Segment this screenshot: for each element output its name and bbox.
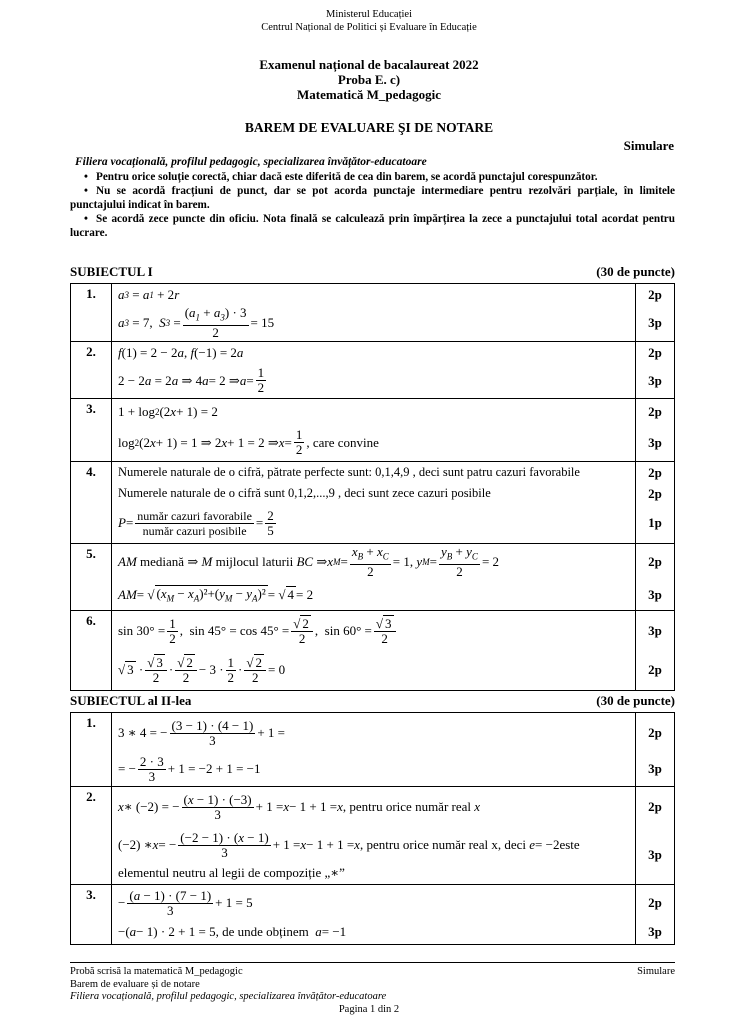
exam-title: Examenul național de bacalaureat 2022 <box>259 57 479 72</box>
points-value: 2p <box>648 662 662 677</box>
points-value: 3p <box>648 761 662 776</box>
points-value: 3p <box>648 924 662 939</box>
item2-text2: , pentru orice număr real x, deci <box>359 837 526 852</box>
item-number: 2. <box>71 787 112 885</box>
filiera-text: Filiera vocațională, profilul pedagogic, specializarea învățător-educatoare <box>75 156 427 168</box>
table-row: 5. AM mediană ⇒ M mijlocul laturii BC ⇒ x M = $\frac{x_B + x_C}{2}$ = 1, y M = $\frac{y_B + y_C}{2}$ = 2 AM = √ $(x_M - x_A)^2+(y_M - y_A)^2$ = √ 4 = 2 2p 3p <box>71 544 675 611</box>
subject1-points: (30 de puncte) <box>596 264 675 279</box>
item2-text3: este <box>559 837 580 852</box>
fraction-top: număr cazuri favorabile <box>137 508 252 523</box>
proba-title: Proba E. c) <box>337 72 401 87</box>
table-row: 6. sin 30° = $\frac{1}{2}$ , sin 45° = cos 45° = $\frac{√ 2}{2}$ , sin 60° = $\frac{√ 3}{2}$ √ 3 · √ 3 2 · √ 2 2 − 3 · 1 2 · $\frac{√ 2}{2}$ = 0 3p 2p <box>71 611 675 691</box>
item5-text2: mijlocul laturii <box>215 554 294 569</box>
subject-title: Matematică M_pedagogic <box>296 87 442 102</box>
table-row: 2. f (1) = 2 − 2 a , f (−1) = 2 a 2 − 2 a = 2 a ⇒ 4 a = 2 ⇒ a = $\frac{1}{2}$ 2p 3p <box>71 342 675 399</box>
points-value: 2p <box>648 799 662 814</box>
footer-simulare: Simulare <box>637 966 675 977</box>
item4-text1: Numerele naturale de o cifră, pătrate perfecte sunt: 0,1,4,9 , deci sunt patru cazuri favorabile <box>118 465 580 479</box>
points-value: 2p <box>648 404 662 419</box>
ministry-name: Ministerul Educației <box>325 9 413 20</box>
footer-divider <box>70 962 675 963</box>
subject1-header <box>70 264 675 280</box>
points-value: 1p <box>648 515 662 530</box>
item3-text1: , de unde obținem <box>215 924 309 939</box>
footer-barem: Barem de evaluare și de notare <box>70 978 200 990</box>
barem-title: BAREM DE EVALUARE ŞI DE NOTARE <box>244 120 494 135</box>
points-value: 3p <box>648 372 662 388</box>
rule-item: • Nu se acordă fracțiuni de punct, dar se pot acorda punctaje intermediare pentru rezolvări parțiale, în limitele punctajului indicat în barem. <box>70 184 675 212</box>
points-value: 3p <box>648 315 662 330</box>
item2-text1: , pentru orice număr real <box>342 799 472 814</box>
fraction-bottom: număr cazuri posibile <box>142 523 247 538</box>
points-value: 2p <box>648 287 662 302</box>
subject2-table <box>70 712 675 945</box>
points-value: 3p <box>648 586 662 602</box>
points-value: 3p <box>648 434 662 450</box>
item-number: 3. <box>71 885 112 945</box>
points-value: 2p <box>648 485 662 501</box>
subject2-points: (30 de puncte) <box>596 693 675 708</box>
table-row: 2. x ∗ (−2) = − $\frac{(x - 1) \cdot (-3)}{3}$ + 1 = x − 1 + 1 = x , pentru orice număr real x (−2) ∗ x = − $\frac{(-2 - 1) \cdot (x - 1)}{3}$ + 1 = x − 1 + 1 = x , pentru orice număr real x, deci e = −2 este elementul neutru al legii de compoziție „∗” 2p 3p <box>71 787 675 885</box>
subject1-table <box>70 283 675 691</box>
center-name: Centrul Național de Politici și Evaluare în Educație <box>261 22 477 33</box>
points-value: 2p <box>648 725 662 740</box>
points-value: 3p <box>648 623 662 638</box>
item-number: 5. <box>71 544 112 611</box>
item-number: 2. <box>71 342 112 399</box>
item4-text2: Numerele naturale de o cifră sunt 0,1,2,...,9 , deci sunt zece cazuri posibile <box>118 486 491 500</box>
rules-list <box>70 170 675 240</box>
subject2-title: SUBIECTUL al II-lea <box>70 693 192 708</box>
item2-text4: elementul neutru al legii de compoziție „∗” <box>118 865 345 880</box>
item-number: 1. <box>71 284 112 342</box>
table-row: 1. a 3 = a 1 + 2 r a 3 = 7, S 3 = $\frac{(a_1 + a_3) \cdot 3}{2}$ = 15 2p 3p <box>71 284 675 342</box>
item-number: 1. <box>71 713 112 787</box>
subject1-title: SUBIECTUL I <box>70 264 153 279</box>
rule-item: • Se acordă zece puncte din oficiu. Nota finală se calculează prin împărțirea la zece a punctajului total acordat pentru lucrare. <box>70 212 675 240</box>
table-row: 4. Numerele naturale de o cifră, pătrate perfecte sunt: 0,1,4,9 , deci sunt patru cazuri favorabile Numerele naturale de o cifră sunt 0,1,2,...,9 , deci sunt zece cazuri posibile P = număr cazuri favorabile număr cazuri posibile = $\frac{2}{5}$ 2p 2p 1p <box>71 462 675 544</box>
subject2-header <box>70 693 675 709</box>
item-number: 4. <box>71 462 112 544</box>
table-row: 3. − $\frac{(a - 1) \cdot (7 - 1)}{3}$ + 1 = 5 −( a − 1) · 2 + 1 = 5 , de unde obținem a = −1 2p 3p <box>71 885 675 945</box>
footer-filiera: Filiera vocațională, profilul pedagogic, specializarea învățător-educatoare <box>70 991 387 1002</box>
item5-text1: mediană <box>140 554 185 569</box>
item-number: 3. <box>71 399 112 462</box>
rule-item: • Pentru orice soluție corectă, chiar dacă este diferită de cea din barem, se acordă punctajul corespunzător. <box>70 170 675 184</box>
points-value: 2p <box>648 895 662 910</box>
table-row: 3. 1 + log 2 (2 x + 1) = 2 log 2 (2 x + 1) = 1 ⇒ 2 x + 1 = 2 ⇒ x = $\frac{1}{2}$ , care convine 2p 3p <box>71 399 675 462</box>
simulare-label: Simulare <box>623 138 674 153</box>
points-value: 2p <box>648 554 662 569</box>
points-value: 2p <box>648 464 662 480</box>
page-number: Pagina 1 din 2 <box>338 1004 400 1015</box>
points-value: 3p <box>648 847 662 862</box>
item-number: 6. <box>71 611 112 691</box>
table-row: 1. 3 ∗ 4 = − $\frac{(3 - 1) \cdot (4 - 1)}{3}$ + 1 = = − $\frac{2 \cdot 3}{3}$ + 1 = −2 + 1 = −1 2p 3p <box>71 713 675 787</box>
footer-exam: Probă scrisă la matematică M_pedagogic <box>70 966 243 977</box>
footer <box>70 966 675 1004</box>
points-value: 2p <box>648 345 662 360</box>
